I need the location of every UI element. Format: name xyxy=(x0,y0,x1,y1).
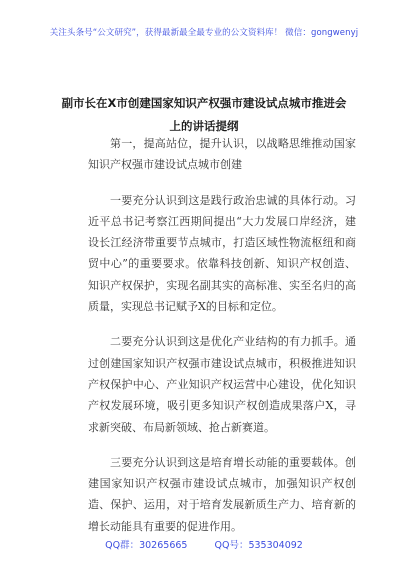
section-heading: 第一，提高站位，提升认识，以战略思维推动国家知识产权强市建设试点城市创建 xyxy=(88,137,356,172)
footer-qq-number: QQ号：535304092 xyxy=(214,540,303,551)
paragraph-1: 一要充分认识到这是践行政治忠诚的具体行动。习近平总书记考察江西期间提出“大力发展口岸经济，建设长江经济带重要节点城市，打造区域性物流枢纽和商贸中心”的重要要求。依靠科技创新、知识产权创造、知识产权保护，实现名副其实的高标准、实至名归的高质量，实现总书记赋予X的目标和定位。 xyxy=(88,193,356,314)
footer-contact xyxy=(0,537,408,551)
paragraph-2: 二要充分认识到这是优化产业结构的有力抓手。通过创建国家知识产权强市建设试点城市，积极推进知识产权保护中心、产业知识产权运营中心建设，优化知识产权发展环境，吸引更多知识产权创造成果落户X，寻求新突破、布局新领域、抢占新赛道。 xyxy=(88,335,356,434)
header-notice: 关注头条号“公文研究”，获得最新最全最专业的公文资料库！ 微信：gongwenyj xyxy=(49,28,359,38)
paragraph-3: 三要充分认识到这是培育增长动能的重要载体。创建国家知识产权强市建设试点城市，加强知识产权创造、保护、运用，对于培育发展新质生产力、培育新的增长动能具有重要的促进作用。 xyxy=(88,455,356,533)
document-body xyxy=(88,126,356,537)
paragraph-gap xyxy=(88,176,356,190)
document-title: 副市长在X市创建国家知识产权强市建设试点城市推进会上的讲话提纲 xyxy=(61,96,347,133)
footer-qq-group: QQ群：30265665 xyxy=(105,540,188,551)
paragraph-gap xyxy=(88,317,356,331)
paragraph-gap xyxy=(88,438,356,452)
